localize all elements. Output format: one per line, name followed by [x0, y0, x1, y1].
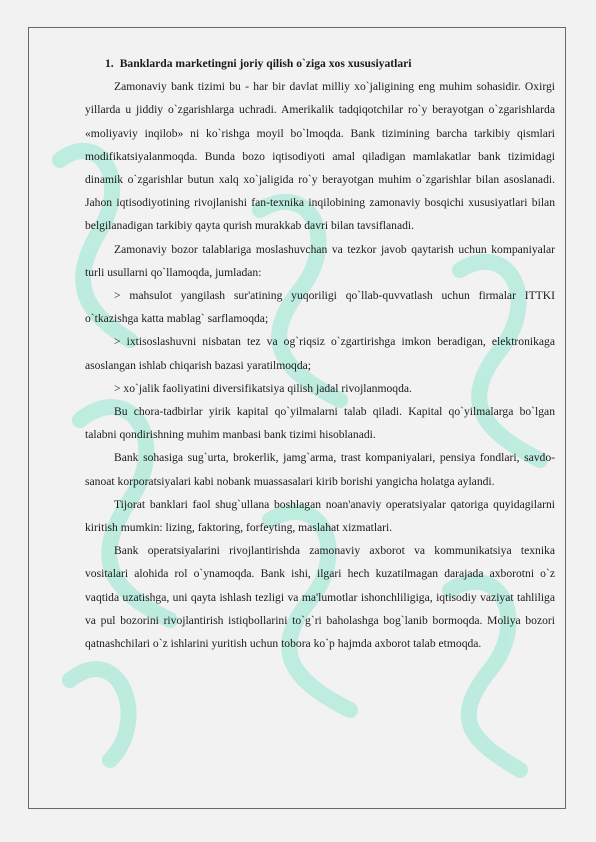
- section-heading: [105, 52, 555, 75]
- section-number: 1.: [105, 57, 114, 70]
- list-item: > mahsulot yangilash sur'atining yuqoriligi qo`llab-quvvatlash uchun firmalar ITTKI o`tkazishga katta mablag` sarflamoqda;: [85, 289, 555, 326]
- paragraph-intro: Zamonaviy bank tizimi bu - har bir davlat milliy xo`jaligining eng muhim sohasidir. Oxirgi yillarda u jiddiy o`zgarishlarga uchradi. Amerikalik tadqiqotchilar ro`y berayotgan o`zgarishlarda «moliyaviy inqilob» ni ko`rishga moyil bo`lmoqda. Bank tizimining barcha tarkibiy qismlari modifikatsiyalanmoqda. Bunda bozo iqtisodiyoti amal qiladigan mamlakatlar bank tizimidagi dinamik o`zgarishlar butun xalq xo`jaligida ro`y berayotgan muhim o`zgarishlar bilan asoslanadi. Jahon iqtisodiyotining rivojlanishi fan-texnika inqilobining zamonaviy bosqichi xususiyatlari bilan belgilanadigan tarkibiy qayta qurish murakkab davri bilan tavsiflanadi.: [85, 80, 555, 233]
- paragraph-information: Bank operatsiyalarini rivojlantirishda zamonaviy axborot va kommunikatsiya texnika vositalari alohida rol o`ynamoqda. Bank ishi, ilgari hech kuzatilmagan darajada axborotni o`z vaqtida uzatishga, uni qayta ishlash tezligi va ma'lumotlar ishonchliligiga, iqtisodiy vaziyat tahliliga va pul bozorini rivojlantirish istiqbollarini to`g`ri baholashga bog`lanib bormoqda. Moliya bozori qatnashchilari o`z ishlarini yuritish uchun tobora ko`p hajmda axborot talab etmoqda.: [85, 544, 555, 651]
- paragraph-insurance: Bank sohasiga sug`urta, brokerlik, jamg`arma, trast kompaniyalari, pensiya fondlari, savdo-sanoat korporatsiyalari kabi nobank muassasalari kirib borishi yangicha holatga aylandi.: [85, 451, 555, 488]
- paragraph-methods: Zamonaviy bozor talablariga moslashuvchan va tezkor javob qaytarish uchun kompaniyalar turli usullarni qo`llamoqda, jumladan:: [85, 242, 555, 279]
- list-item: > xo`jalik faoliyatini diversifikatsiya qilish jadal rivojlanmoqda.: [114, 381, 412, 395]
- paragraph-operations: Tijorat banklari faol shug`ullana boshlagan noan'anaviy operatsiyalar qatoriga quyidagilarni kiritish mumkin: lizing, faktoring, forfeyting, maslahat xizmatlari.: [85, 497, 555, 535]
- document-body: [85, 52, 555, 655]
- paragraph-capital: Bu chora-tadbirlar yirik kapital qo`yilmalarni talab qiladi. Kapital qo`yilmalarga bo`lgan talabni qondirishning muhim manbasi bank tizimi hisoblanadi.: [85, 405, 555, 442]
- section-title: Banklarda marketingni joriy qilish o`ziga xos xususiyatlari: [119, 57, 412, 70]
- list-item: > ixtisoslashuvni nisbatan tez va og`riqsiz o`zgartirishga imkon beradigan, elektronikaga asoslangan ishlab chiqarish bazasi yaratilmoqda;: [85, 335, 555, 372]
